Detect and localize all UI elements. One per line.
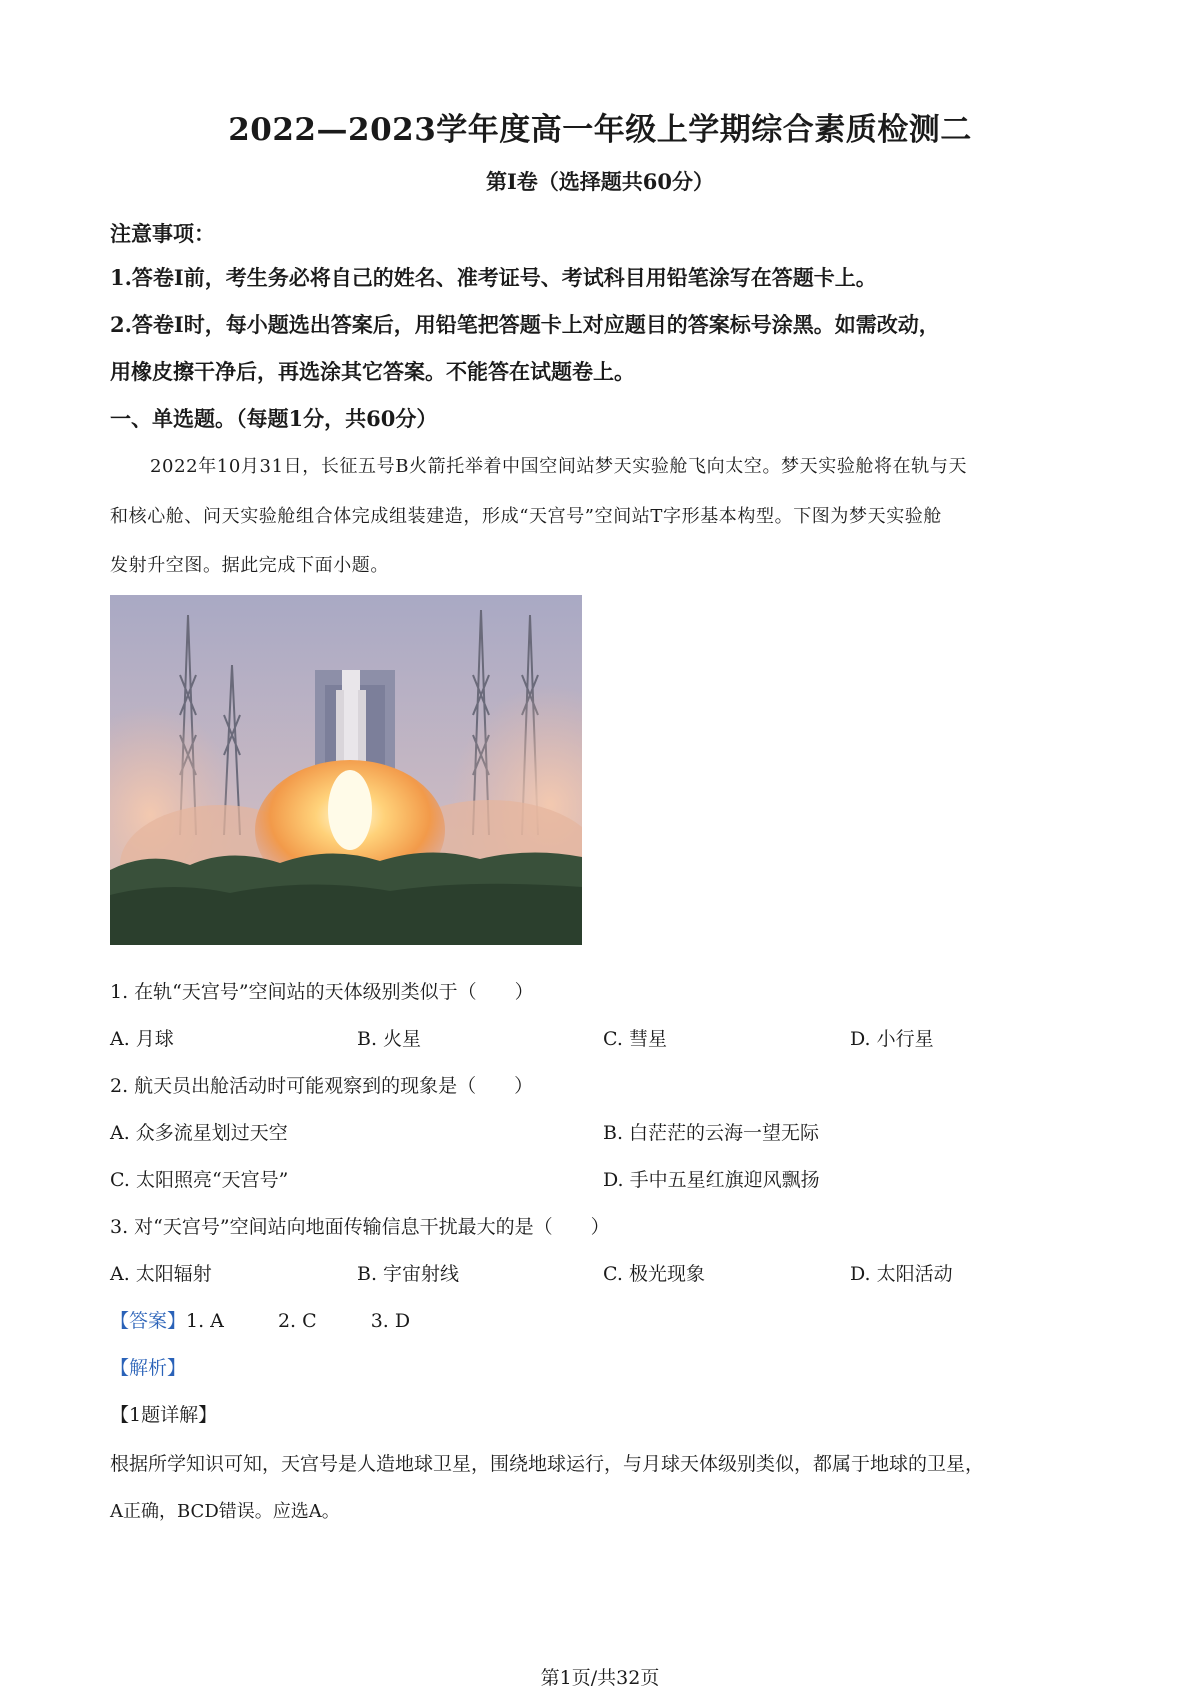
answer-label: 【答案】 [110, 1310, 187, 1332]
question-2-option-a: A. 众多流星划过天空 [110, 1122, 288, 1144]
question-1-option-c: C. 彗星 [603, 1028, 667, 1050]
question-1-option-d: D. 小行星 [850, 1028, 934, 1050]
explanation-line: A正确，BCD错误。应选A。 [110, 1501, 340, 1522]
paper-section-title: 第Ⅰ卷（选择题共60分） [485, 169, 715, 194]
answer-3: 3. D [370, 1310, 411, 1332]
question-3-stem: 3. 对“天宫号”空间站向地面传输信息干扰最大的是（ ） [110, 1216, 610, 1238]
page-footer: 第1页/共32页 [540, 1667, 660, 1689]
question-2-option-c: C. 太阳照亮“天宫号” [110, 1169, 289, 1191]
answer-2: 2. C [277, 1310, 317, 1332]
question-3-option-c: C. 极光现象 [603, 1263, 705, 1285]
note-line: 用橡皮擦干净后，再选涂其它答案。不能答在试题卷上。 [110, 359, 635, 384]
question-3-option-d: D. 太阳活动 [850, 1263, 953, 1285]
question-1-stem: 1. 在轨“天宫号”空间站的天体级别类似于（ ） [110, 981, 534, 1003]
question-2-option-d: D. 手中五星红旗迎风飘扬 [603, 1169, 820, 1191]
passage-line: 发射升空图。据此完成下面小题。 [110, 555, 389, 576]
note-line: 1.答卷Ⅰ前，考生务必将自己的姓名、准考证号、考试科目用铅笔涂写在答题卡上。 [110, 265, 877, 290]
notes-heading: 注意事项： [110, 221, 215, 246]
answer-row [110, 1306, 410, 1333]
question-3-option-b: B. 宇宙射线 [357, 1263, 460, 1285]
passage-line: 2022年10月31日，长征五号B火箭托举着中国空间站梦天实验舱飞向太空。梦天实验舱将在轨与天 [150, 456, 968, 477]
note-line: 2.答卷Ⅰ时，每小题选出答案后，用铅笔把答题卡上对应题目的答案标号涂黑。如需改动， [110, 312, 940, 337]
question-2-stem: 2. 航天员出舱活动时可能观察到的现象是（ ） [110, 1075, 534, 1097]
answer-1: 1. A [186, 1310, 224, 1332]
section-heading: 一、单选题。（每题1分，共60分） [110, 406, 438, 431]
passage-line: 和核心舱、问天实验舱组合体完成组装建造，形成“天宫号”空间站T字形基本构型。下图为梦天实验舱 [110, 506, 943, 527]
explanation-line: 根据所学知识可知，天宫号是人造地球卫星，围绕地球运行，与月球天体级别类似，都属于地球的卫星， [110, 1453, 985, 1475]
question-1-option-a: A. 月球 [110, 1028, 174, 1050]
rocket-launch-photo [110, 595, 582, 945]
question-3-option-a: A. 太阳辐射 [110, 1263, 212, 1285]
detail-heading: 【1题详解】 [110, 1404, 218, 1426]
page-title: 2022—2023学年度高一年级上学期综合素质检测二 [228, 112, 972, 148]
analysis-label: 【解析】 [110, 1357, 187, 1379]
question-2-option-b: B. 白茫茫的云海一望无际 [603, 1122, 820, 1144]
question-1-option-b: B. 火星 [357, 1028, 422, 1050]
